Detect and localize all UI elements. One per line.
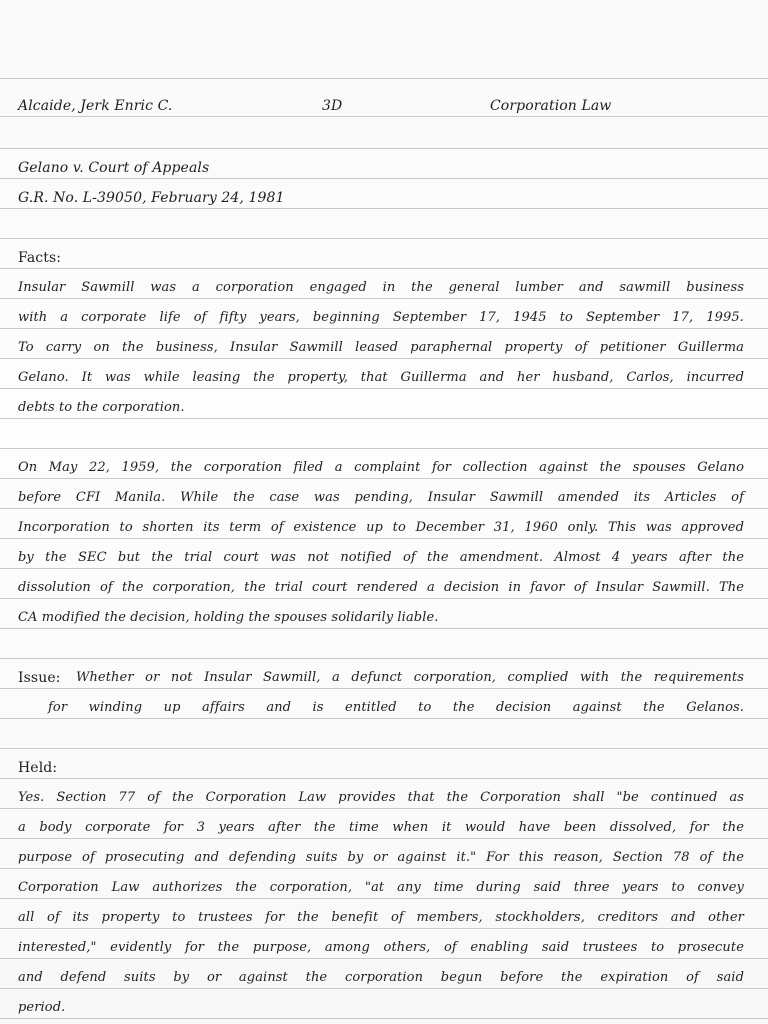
subject-title: Corporation Law [490,98,612,114]
facts-text: dissolution of the corporation, the trial court rendered a decision in favor of Insular Sawmill. The [18,580,744,595]
facts-p1-line [0,388,768,418]
facts-p2-line [0,538,768,568]
facts-text: Insular Sawmill was a corporation engaged in the general lumber and sawmill business [18,280,744,295]
facts-p2-line [0,508,768,538]
facts-text: To carry on the business, Insular Sawmill leased paraphernal property of petitioner Guillerma [18,340,744,355]
held-text: and defend suits by or against the corporation begun before the expiration of said [18,970,744,985]
held-line [0,958,768,988]
held-text: all of its property to trustees for the benefit of members, stockholders, creditors and other [18,910,744,925]
facts-p1-line [0,268,768,298]
student-name: Alcaide, Jerk Enric C. [18,98,173,114]
ruled-line [0,78,768,79]
held-text: Yes. Section 77 of the Corporation Law provides that the Corporation shall "be continued as [18,790,744,805]
held-text: purpose of prosecuting and defending suits by or against it." For this reason, Section 78 of the [18,850,744,865]
facts-text: Gelano. It was while leasing the property, that Guillerma and her husband, Carlos, incurred [18,370,744,385]
held-line [0,988,768,1018]
issue-line [0,658,768,688]
ruled-line [0,628,768,629]
facts-label-line [0,238,768,268]
issue-text: for winding up affairs and is entitled to the decision against the Gelanos. [48,700,744,715]
issue-label: Issue: [18,670,61,686]
held-text: a body corporate for 3 years after the time when it would have been dissolved, for the [18,820,744,835]
facts-text: by the SEC but the trial court was not notified of the amendment. Almost 4 years after the [18,550,744,565]
ruled-line [0,718,768,719]
ruled-line [0,1018,768,1019]
held-text: interested," evidently for the purpose, among others, of enabling said trustees to prosecute [18,940,744,955]
issue-text: Whether or not Insular Sawmill, a defunct corporation, complied with the requirements [76,670,744,685]
case-citation-line [0,178,768,208]
facts-label: Facts: [18,250,62,266]
facts-text: Incorporation to shorten its term of existence up to December 31, 1960 only. This was approved [18,520,744,535]
issue-line [0,688,768,718]
held-line [0,898,768,928]
facts-text: On May 22, 1959, the corporation filed a complaint for collection against the spouses Gelano [18,460,744,475]
held-line [0,838,768,868]
case-title-line [0,148,768,178]
class-section: 3D [322,98,343,114]
facts-p2-line [0,598,768,628]
held-label: Held: [18,760,58,776]
facts-p2-line [0,478,768,508]
case-citation: G.R. No. L-39050, February 24, 1981 [18,190,285,206]
held-line [0,928,768,958]
held-line [0,778,768,808]
ruled-line [0,418,768,419]
held-label-line [0,748,768,778]
facts-p2-line [0,568,768,598]
facts-text: with a corporate life of fifty years, beginning September 17, 1945 to September 17, 1995. [18,310,744,325]
facts-p2-line [0,448,768,478]
facts-p1-line [0,328,768,358]
ruled-line [0,116,768,117]
held-line [0,808,768,838]
facts-text: before CFI Manila. While the case was pending, Insular Sawmill amended its Articles of [18,490,744,505]
facts-p1-line [0,298,768,328]
held-line [0,868,768,898]
facts-text: CA modified the decision, holding the spouses solidarily liable. [18,610,439,625]
header-line [0,86,768,116]
held-text: period. [18,1000,66,1015]
facts-p1-line [0,358,768,388]
facts-text: debts to the corporation. [18,400,185,415]
case-title: Gelano v. Court of Appeals [18,160,210,176]
ruled-line [0,208,768,209]
held-text: Corporation Law authorizes the corporation, "at any time during said three years to convey [18,880,744,895]
